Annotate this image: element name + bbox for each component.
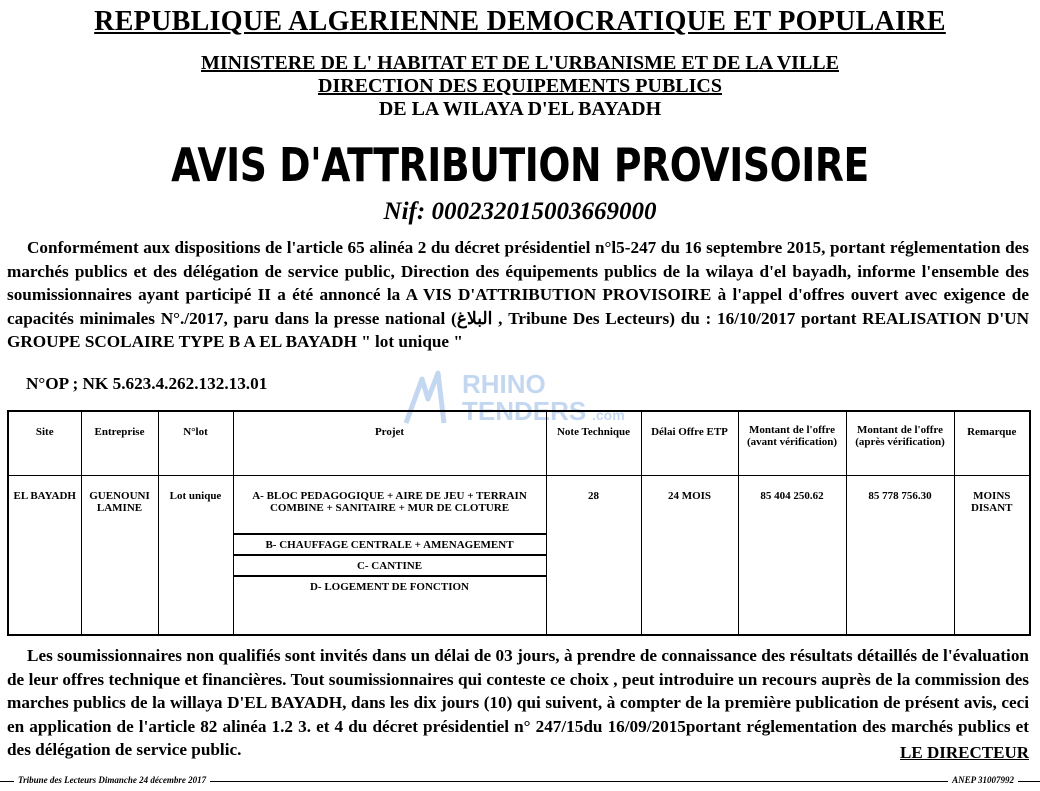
- attribution-table: [7, 410, 1031, 636]
- intro-text-part2: , Tribune Des Lecteurs) du : 16/10/2017 portant REALISATION D'UN GROUPE SCOLAIRE TYPE B A EL BAYADH " lot unique ": [7, 308, 1029, 351]
- signature-director: LE DIRECTEUR: [900, 743, 1029, 762]
- header-note-technique: Note Technique: [546, 411, 641, 476]
- ministry-line: MINISTERE DE L' HABITAT ET DE L'URBANISME ET DE LA VILLE: [201, 52, 839, 74]
- header-montant-apres: [846, 411, 954, 476]
- projet-item-a: A- BLOC PEDAGOGIQUE + AIRE DE JEU + TERRAIN COMBINE + SANITAIRE + MUR DE CLOTURE: [234, 476, 546, 534]
- intro-paragraph: [7, 236, 1029, 354]
- header-remarque: Remarque: [954, 411, 1030, 476]
- watermark-line1: RHINO: [462, 369, 546, 399]
- nif-number: Nif: 000232015003669000: [383, 198, 657, 225]
- ministry-heading-block: [0, 52, 1040, 121]
- intro-text-part1: Conformément aux dispositions de l'article 65 alinéa 2 du décret présidentiel n°l5-247 du 16 septembre 2015, portant réglementation des marchés publics et des délégation de service public, Direction des équipements publics de la wilaya d'el bayadh, informe l'ensemble des soumissionnaires ayant participé II a été annoncé la A VIS D'ATTRIBUTION PROVISOIRE à l'appel d'offres ouvert avec exigence de capacités minimales N°./2017, paru dans la presse national (: [7, 238, 1029, 328]
- table-header-row: [8, 411, 1030, 476]
- cell-montant-avant: 85 404 250.62: [738, 476, 846, 636]
- intro-arabic-newspaper: البلاغ: [456, 308, 493, 328]
- projet-item-d: D- LOGEMENT DE FONCTION: [234, 576, 546, 634]
- wilaya-line: DE LA WILAYA D'EL BAYADH: [378, 98, 662, 120]
- projet-item-b: B- CHAUFFAGE CENTRALE + AMENAGEMENT: [234, 534, 546, 555]
- cell-site: EL BAYADH: [8, 476, 81, 636]
- republic-heading: REPUBLIQUE ALGERIENNE DEMOCRATIQUE ET POPULAIRE: [94, 6, 946, 37]
- header-montant-avant: [738, 411, 846, 476]
- header-delai: Délai Offre ETP: [641, 411, 738, 476]
- direction-line: DIRECTION DES EQUIPEMENTS PUBLICS: [318, 75, 722, 97]
- header-lot: N°lot: [158, 411, 233, 476]
- operation-number: N°OP ; NK 5.623.4.262.132.13.01: [26, 374, 268, 393]
- footer-publication: Tribune des Lecteurs Dimanche 24 décembre 2017: [14, 775, 210, 785]
- header-montant-apres-line1: Montant de l'offre: [857, 424, 943, 436]
- header-montant-avant-line2: (avant vérification): [746, 436, 838, 448]
- closing-paragraph: Les soumissionnaires non qualifiés sont invités dans un délai de 03 jours, à prendre de connaissance des résultats détaillés de l'évaluation de leur offres technique et financières. Tout soumissionnaires qui conteste ce choix , peut introduire un recours auprès de la commission des marches publics de la willaya D'EL BAYADH, dans les dix jours (10) qui suivent, à compter de la première publication de présent avis, ceci en application de l'article 82 alinéa 1.2 3. et 4 du décret présidentiel n° 247/15du 16/09/2015portant réglementation des marchés publics et des délégation de service public.: [7, 646, 1029, 759]
- header-site: Site: [8, 411, 81, 476]
- watermark-line2: TENDERS: [462, 396, 587, 426]
- cell-entreprise: GUENOUNI LAMINE: [81, 476, 158, 636]
- cell-projets: [233, 476, 546, 636]
- cell-remarque: MOINS DISANT: [954, 476, 1030, 636]
- header-projet: Projet: [233, 411, 546, 476]
- cell-note: 28: [546, 476, 641, 636]
- projet-item-c: C- CANTINE: [234, 555, 546, 576]
- header-montant-apres-line2: (après vérification): [855, 436, 945, 448]
- header-entreprise: Entreprise: [81, 411, 158, 476]
- cell-lot: Lot unique: [158, 476, 233, 636]
- header-montant-avant-line1: Montant de l'offre: [749, 424, 835, 436]
- table-row: [8, 476, 1030, 636]
- cell-montant-apres: 85 778 756.30: [846, 476, 954, 636]
- cell-delai: 24 MOIS: [641, 476, 738, 636]
- watermark-suffix: .com: [592, 407, 625, 423]
- footer-anep-ref: ANEP 31007992: [948, 775, 1018, 785]
- notice-title: AVIS D'ATTRIBUTION PROVISOIRE: [171, 138, 869, 192]
